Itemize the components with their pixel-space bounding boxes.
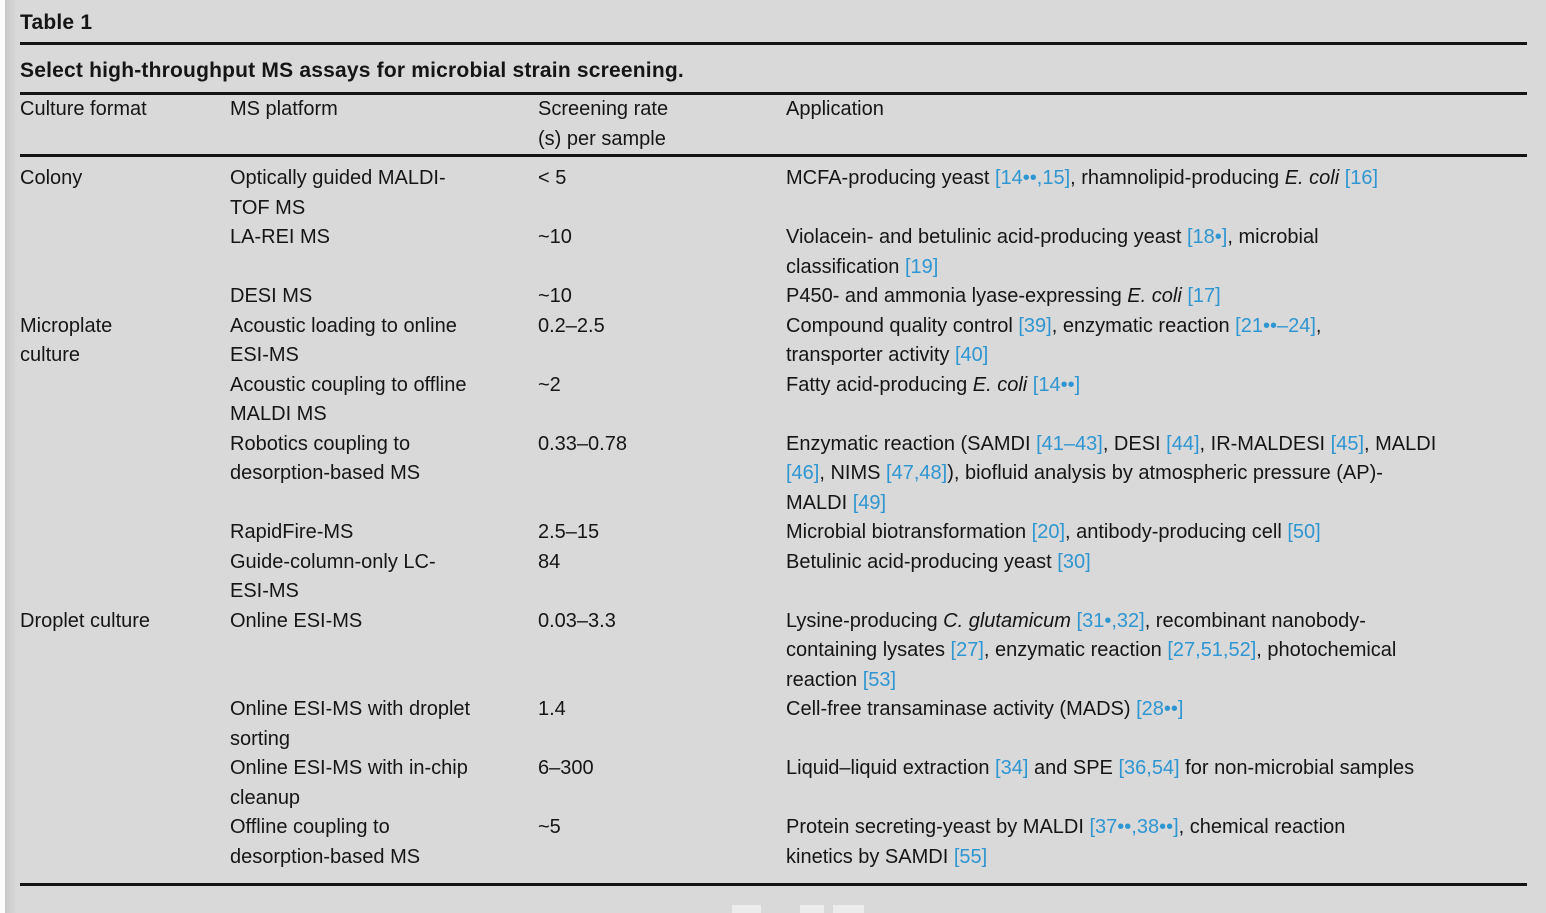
header-screening-rate xyxy=(538,95,786,156)
ms-platform-cell xyxy=(230,813,538,883)
cell-line: Acoustic coupling to offline xyxy=(230,373,467,396)
application-cell xyxy=(786,518,1527,548)
text-span: , recombinant nanobody- xyxy=(1144,609,1366,632)
cell-line: Guide-column-only LC- xyxy=(230,550,436,573)
application-cell xyxy=(786,223,1527,282)
text-span: , chemical reaction xyxy=(1178,816,1346,838)
citation-link[interactable]: [14••] xyxy=(1032,373,1081,396)
cell-line: DESI MS xyxy=(230,285,313,307)
text-span: , antibody-producing cell xyxy=(1065,521,1288,543)
table-row xyxy=(20,548,1527,607)
screening-rate-cell: ~10 xyxy=(538,226,572,248)
text-span: Compound quality control xyxy=(786,314,1019,337)
table-row xyxy=(20,312,1527,371)
text-span: Liquid–liquid extraction xyxy=(786,757,996,779)
text-span: MALDI xyxy=(786,491,853,514)
citation-link[interactable]: [17] xyxy=(1187,285,1221,307)
screening-rate-cell: ~5 xyxy=(538,816,561,838)
cell-line: ESI-MS xyxy=(230,580,299,602)
screening-rate-cell: 2.5–15 xyxy=(538,521,600,543)
text-span: kinetics by SAMDI xyxy=(786,845,954,868)
text-span: Violacein- and betulinic acid-producing yeast xyxy=(786,226,1187,248)
citation-link[interactable]: [19] xyxy=(904,255,939,278)
screening-rate-cell: 0.03–3.3 xyxy=(538,609,616,632)
text-span: transporter activity xyxy=(786,344,955,366)
application-cell xyxy=(786,695,1527,754)
cell-line: Optically guided MALDI- xyxy=(230,167,446,189)
ms-platform-cell xyxy=(230,371,538,430)
cell-line: LA-REI MS xyxy=(230,226,331,248)
culture-format-cell xyxy=(20,430,230,519)
text-span: P450- and ammonia lyase-expressing xyxy=(786,285,1128,307)
text-span: for non-microbial samples xyxy=(1179,757,1415,779)
culture-format-cell xyxy=(20,754,230,813)
ms-platform-cell xyxy=(230,518,538,548)
rule-top xyxy=(20,42,1527,45)
cell-line: MALDI MS xyxy=(230,403,327,425)
cell-line: Colony xyxy=(20,167,83,189)
screening-rate-cell: ~2 xyxy=(538,373,561,396)
cell-line: cleanup xyxy=(230,786,301,809)
citation-link[interactable]: [27] xyxy=(950,639,984,661)
citation-link[interactable]: [27,51,52] xyxy=(1167,639,1257,661)
citation-link[interactable]: [31•,32] xyxy=(1076,609,1145,632)
citation-link[interactable]: [55] xyxy=(953,845,988,868)
rule-bottom xyxy=(20,883,1527,886)
text-span: Enzymatic reaction (SAMDI xyxy=(786,432,1037,455)
citation-link[interactable]: [28••] xyxy=(1136,698,1184,720)
cell-line: Droplet culture xyxy=(20,609,151,632)
culture-format-cell xyxy=(20,548,230,607)
citation-link[interactable]: [16] xyxy=(1344,167,1379,189)
text-span: , DESI xyxy=(1102,432,1167,455)
text-span: , enzymatic reaction xyxy=(1051,314,1236,337)
application-cell xyxy=(786,282,1527,312)
table-row xyxy=(20,754,1527,813)
screening-rate-cell: 0.33–0.78 xyxy=(538,432,627,455)
header-line: (s) per sample xyxy=(538,127,666,150)
text-span: and SPE xyxy=(1028,757,1119,779)
cell-line: Online ESI-MS with droplet xyxy=(230,698,471,720)
text-span: , xyxy=(1315,314,1322,337)
cell-line: ESI-MS xyxy=(230,344,299,366)
text-span: , MALDI xyxy=(1364,432,1437,455)
species-name: E. coli xyxy=(1127,285,1182,307)
ms-platform-cell xyxy=(230,430,538,519)
citation-link[interactable]: [36,54] xyxy=(1118,757,1180,779)
screening-rate-cell: < 5 xyxy=(538,167,567,189)
header-line: Screening rate xyxy=(538,98,669,120)
screening-rate-cell: 84 xyxy=(538,550,561,573)
table-row xyxy=(20,518,1527,548)
ms-platform-cell xyxy=(230,548,538,607)
ms-platform-cell xyxy=(230,312,538,371)
table-row xyxy=(20,607,1527,696)
text-span: , IR-MALDESI xyxy=(1199,432,1331,455)
scan-artifact xyxy=(833,905,864,913)
table-figure xyxy=(20,0,1527,886)
application-cell xyxy=(786,312,1527,371)
table-body xyxy=(20,156,1527,884)
species-name: C. glutamicum xyxy=(943,609,1071,632)
culture-format-cell xyxy=(20,607,230,696)
cell-line: Acoustic loading to online xyxy=(230,314,457,337)
table-row xyxy=(20,223,1527,282)
header-row xyxy=(20,95,1527,156)
cell-line: desorption-based MS xyxy=(230,462,421,484)
table-row xyxy=(20,695,1527,754)
table-row xyxy=(20,430,1527,519)
text-span: , NIMS xyxy=(819,462,887,484)
scan-artifact xyxy=(732,905,761,913)
species-name: E. coli xyxy=(972,373,1028,396)
ms-platform-cell xyxy=(230,754,538,813)
table-row xyxy=(20,371,1527,430)
application-cell xyxy=(786,607,1527,696)
text-span: Betulinic acid-producing yeast xyxy=(786,550,1058,573)
cell-line: culture xyxy=(20,344,81,366)
screening-rate-cell: 1.4 xyxy=(538,698,566,720)
citation-link[interactable]: [20] xyxy=(1031,521,1066,543)
text-span: containing lysates xyxy=(786,639,951,661)
culture-format-cell xyxy=(20,223,230,282)
table-row xyxy=(20,282,1527,312)
ms-platform-cell xyxy=(230,282,538,312)
data-table xyxy=(20,95,1527,883)
citation-link[interactable]: [46] xyxy=(786,462,820,484)
citation-link[interactable]: [30] xyxy=(1057,550,1091,573)
header-application: Application xyxy=(786,95,1527,156)
culture-format-cell xyxy=(20,518,230,548)
citation-link[interactable]: [45] xyxy=(1330,432,1365,455)
text-span: , rhamnolipid-producing xyxy=(1070,167,1285,189)
citation-link[interactable]: [44] xyxy=(1166,432,1200,455)
citation-link[interactable]: [49] xyxy=(852,491,887,514)
table-caption: Select high-throughput MS assays for microbial strain screening. xyxy=(20,59,684,82)
citation-link[interactable]: [39] xyxy=(1018,314,1052,337)
ms-platform-cell xyxy=(230,223,538,282)
cell-line: Online ESI-MS with in-chip xyxy=(230,757,468,779)
header-culture-format: Culture format xyxy=(20,95,230,156)
scan-artifact xyxy=(800,905,824,913)
application-cell xyxy=(786,156,1527,224)
citation-link[interactable]: [41–43] xyxy=(1036,432,1103,455)
page-edge-shade xyxy=(5,0,17,913)
table-row xyxy=(20,156,1527,224)
culture-format-cell xyxy=(20,282,230,312)
screening-rate-cell: 0.2–2.5 xyxy=(538,314,605,337)
citation-link[interactable]: [21••–24] xyxy=(1235,314,1316,337)
ms-platform-cell xyxy=(230,695,538,754)
culture-format-cell xyxy=(20,312,230,371)
text-span: Lysine-producing xyxy=(786,609,944,632)
application-cell xyxy=(786,430,1527,519)
ms-platform-cell xyxy=(230,607,538,696)
citation-link[interactable]: [50] xyxy=(1287,521,1321,543)
text-span: MCFA-producing yeast xyxy=(786,167,995,189)
cell-line: Microplate xyxy=(20,314,113,337)
culture-format-cell xyxy=(20,813,230,883)
species-name: E. coli xyxy=(1284,167,1340,189)
table-header xyxy=(20,95,1527,156)
text-span: Protein secreting-yeast by MALDI xyxy=(786,816,1090,838)
citation-link[interactable]: [47,48] xyxy=(886,462,948,484)
citation-link[interactable]: [40] xyxy=(954,344,989,366)
cell-line: TOF MS xyxy=(230,196,306,219)
text-span: , photochemical xyxy=(1256,639,1397,661)
culture-format-cell xyxy=(20,156,230,224)
citation-link[interactable]: [14••,15] xyxy=(994,167,1071,189)
application-cell xyxy=(786,813,1527,883)
cell-line: Robotics coupling to xyxy=(230,432,411,455)
cell-line: RapidFire-MS xyxy=(230,521,354,543)
text-span: Microbial biotransformation xyxy=(786,521,1032,543)
text-span: Fatty acid-producing xyxy=(786,373,973,396)
citation-link[interactable]: [53] xyxy=(862,668,897,691)
cell-line: sorting xyxy=(230,727,291,750)
table-label: Table 1 xyxy=(20,11,93,34)
text-span: classification xyxy=(786,255,905,278)
table-row xyxy=(20,813,1527,883)
screening-rate-cell: 6–300 xyxy=(538,757,594,779)
cell-line: Online ESI-MS xyxy=(230,609,363,632)
culture-format-cell xyxy=(20,371,230,430)
text-span: Cell-free transaminase activity (MADS) xyxy=(786,698,1137,720)
application-cell xyxy=(786,548,1527,607)
citation-link[interactable]: [37••,38••] xyxy=(1089,816,1179,838)
citation-link[interactable]: [18•] xyxy=(1187,226,1228,248)
application-cell xyxy=(786,754,1527,813)
culture-format-cell xyxy=(20,695,230,754)
application-cell xyxy=(786,371,1527,430)
header-ms-platform: MS platform xyxy=(230,95,538,156)
text-span: , microbial xyxy=(1227,226,1319,248)
text-span: ), biofluid analysis by atmospheric pressure (AP)- xyxy=(947,462,1383,484)
screening-rate-cell: ~10 xyxy=(538,285,572,307)
text-span: , enzymatic reaction xyxy=(983,639,1168,661)
citation-link[interactable]: [34] xyxy=(995,757,1029,779)
text-span: reaction xyxy=(786,668,863,691)
cell-line: desorption-based MS xyxy=(230,845,421,868)
cell-line: Offline coupling to xyxy=(230,816,390,838)
ms-platform-cell xyxy=(230,156,538,224)
